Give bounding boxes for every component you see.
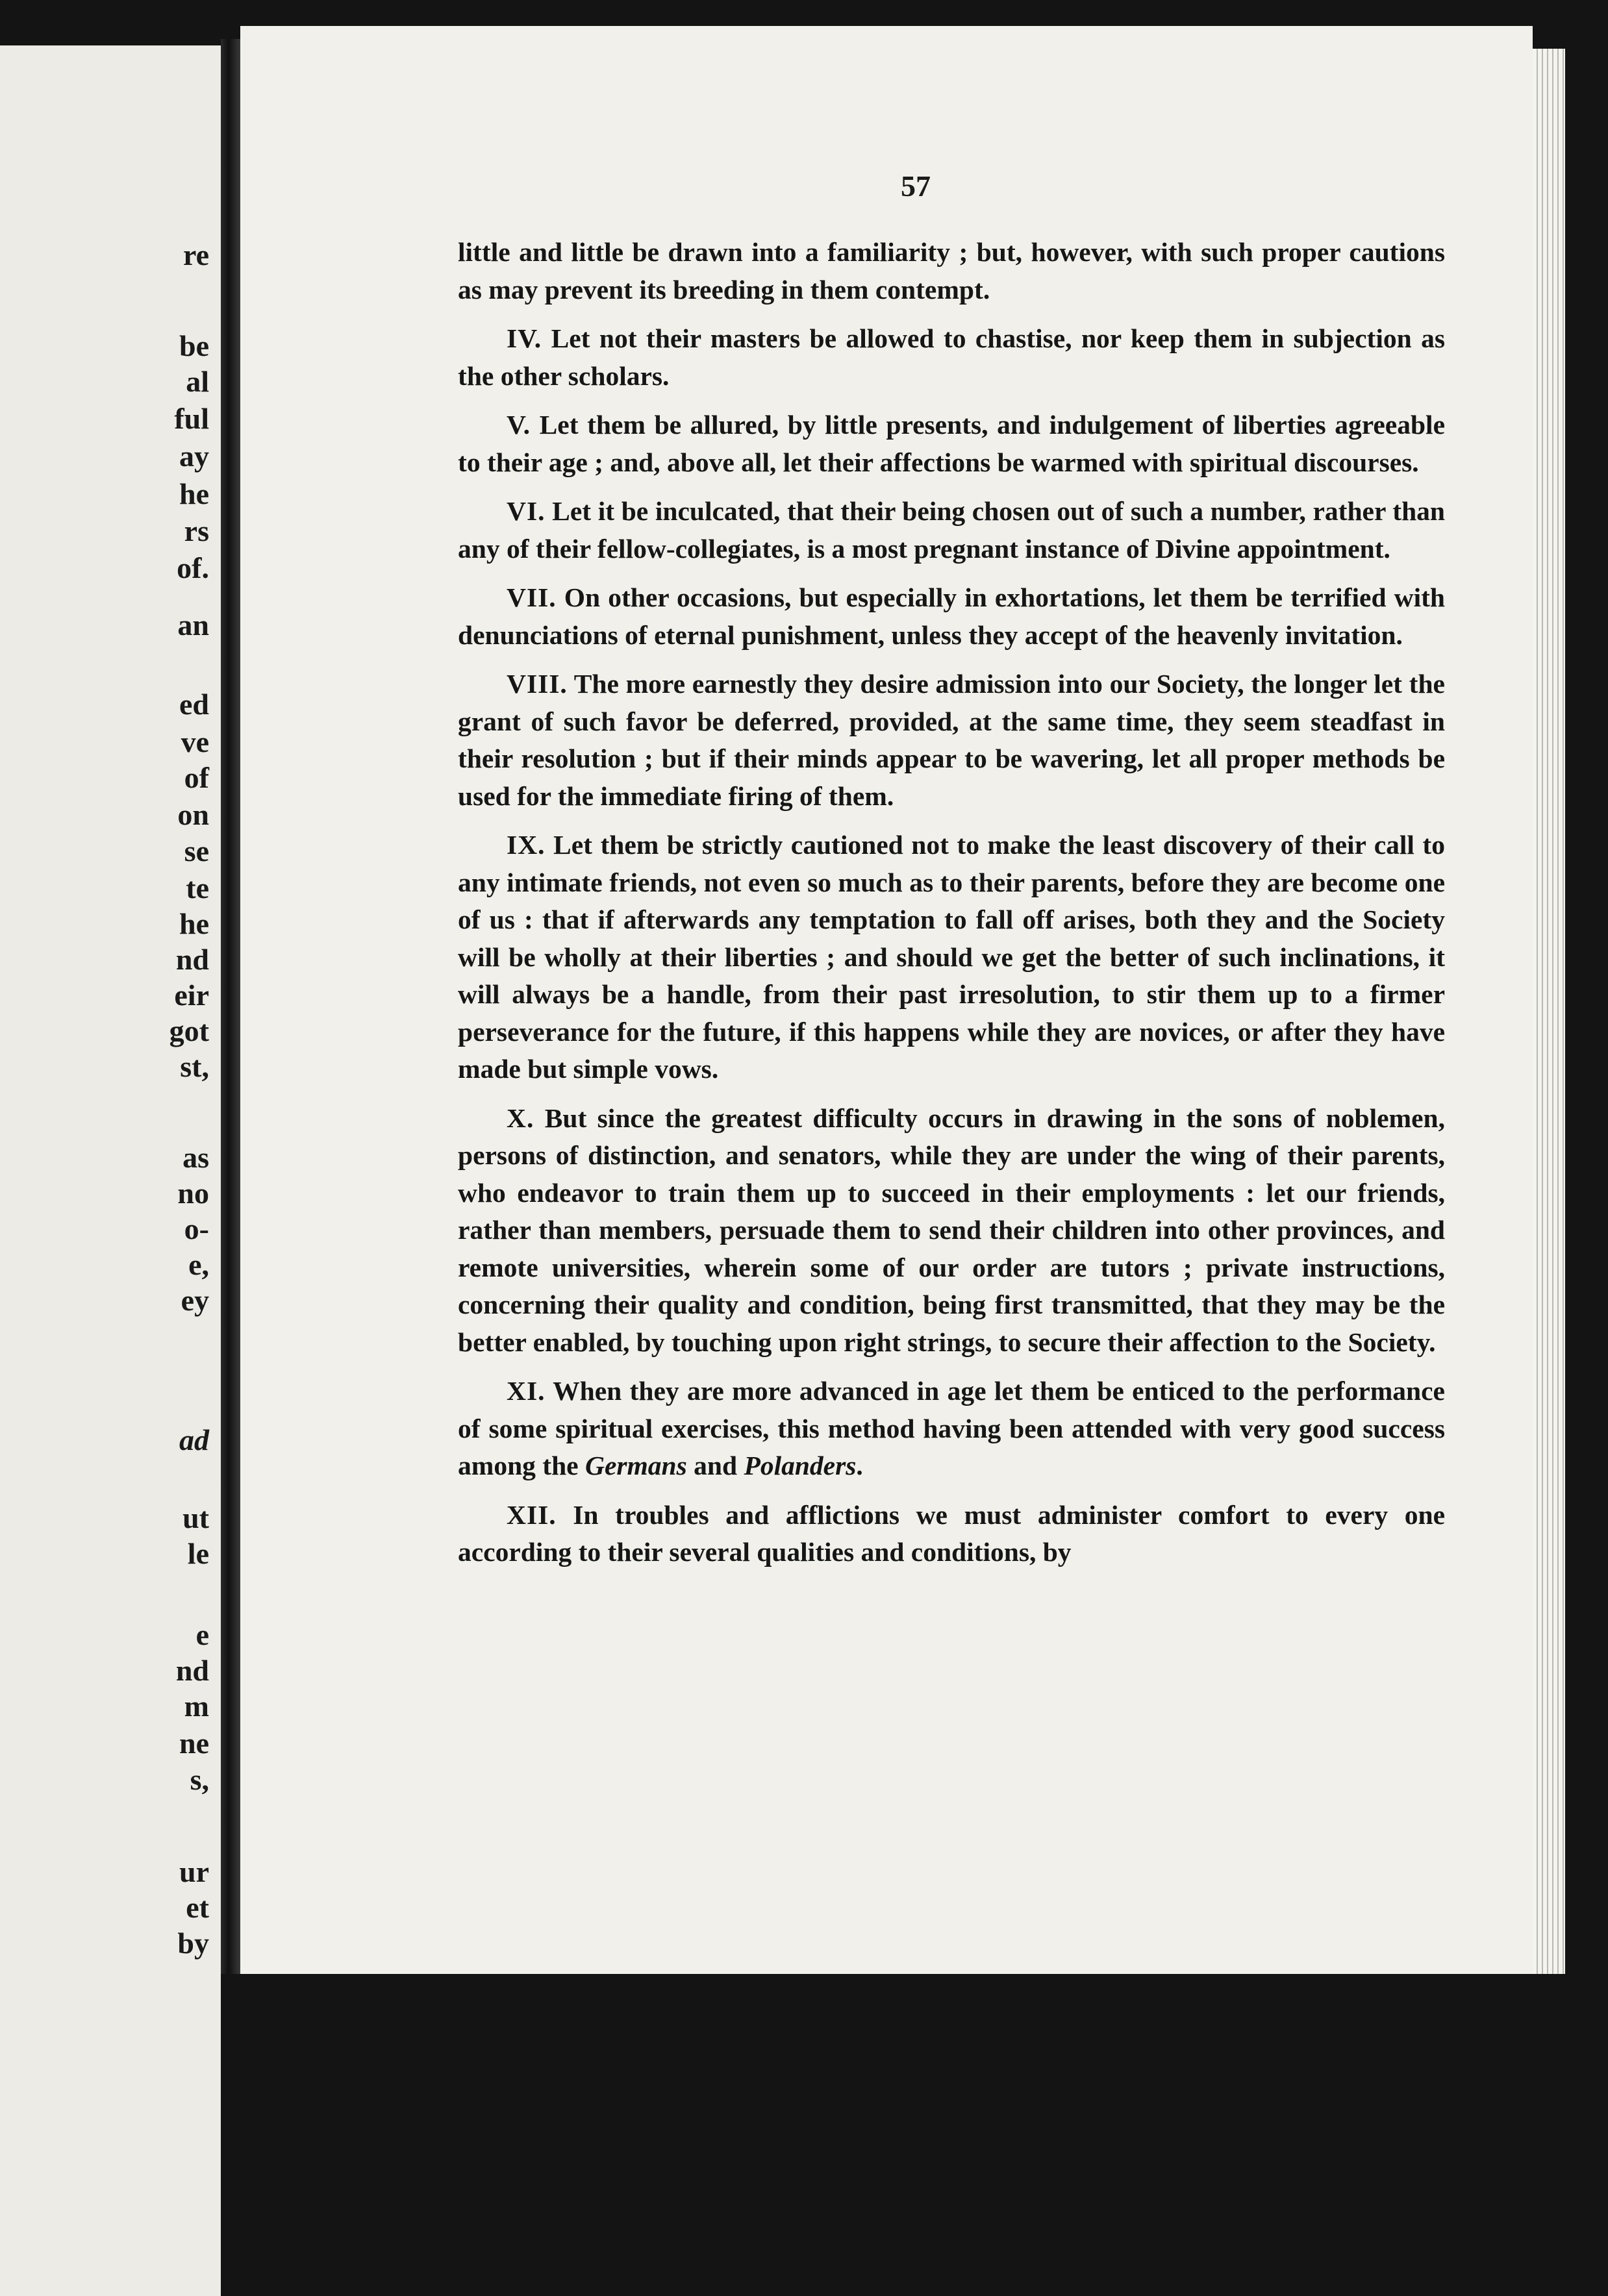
- paragraph-xii: [458, 1497, 1445, 1571]
- paragraph-continuation: [458, 234, 1445, 308]
- left-fragment: ey: [181, 1284, 209, 1317]
- paragraph-viii: [458, 666, 1445, 815]
- paragraph-numeral: X.: [507, 1103, 534, 1133]
- paragraph-numeral: VII.: [507, 582, 557, 612]
- paragraph-text: .: [856, 1451, 863, 1480]
- paragraph-numeral: V.: [507, 410, 531, 440]
- paragraph-text: and: [694, 1451, 738, 1480]
- left-fragment: le: [187, 1537, 209, 1570]
- paragraph-text: On other occasions, but especially in exhortations, let them be terrified with denunciations of eternal punishment, unless they accept of the heavenly invitation.: [458, 582, 1446, 650]
- left-fragment: by: [177, 1927, 209, 1960]
- left-fragment: got: [169, 1014, 209, 1047]
- left-fragment: te: [186, 871, 209, 905]
- scan-background: [221, 1974, 1608, 2296]
- left-fragment: et: [186, 1891, 209, 1924]
- left-fragment: he: [179, 907, 209, 940]
- left-fragment: be: [179, 329, 209, 362]
- left-fragment: st,: [180, 1050, 209, 1083]
- left-fragment: nd: [175, 943, 209, 976]
- paragraph-xi: [458, 1373, 1445, 1485]
- left-fragment: of: [184, 761, 209, 794]
- left-fragment: s,: [190, 1763, 209, 1796]
- italic-term: Germans: [584, 1451, 687, 1480]
- left-fragment: he: [179, 477, 209, 510]
- left-fragment: se: [184, 834, 209, 867]
- left-fragment: eir: [174, 979, 209, 1012]
- left-fragment: ad: [179, 1423, 209, 1456]
- page-number: 57: [901, 169, 931, 203]
- left-fragment: an: [177, 608, 209, 642]
- paragraph-numeral: XI.: [507, 1376, 546, 1406]
- page-stack-edges: [1533, 49, 1565, 1974]
- paragraph-ix: [458, 827, 1445, 1088]
- left-fragment: e: [195, 1618, 209, 1651]
- left-fragment: no: [177, 1177, 209, 1210]
- left-fragment: as: [182, 1141, 209, 1174]
- paragraph-v: [458, 406, 1445, 481]
- paragraph-text: But since the greatest difficulty occurs in drawing in the sons of noblemen, persons of distinction, and senators, while they are under the wing of their parents, who endeavor to train them up to succeed in their employments : let our friends, rather than members, persuade them to send their children into other provinces, and remote universities, wherein some of our order are tutors ; private instructions, concerning their quality and condition, being first transmitted, that they may be the better enabled, by touching upon right strings, to secure their affection to the Society.: [458, 1103, 1446, 1357]
- paragraph-text: Let them be strictly cautioned not to make the least discovery of their call to any intimate friends, not even so much as to their parents, before they are become one of us : that if afterwards any temptation to fall off arises, both they and the Society will be wholly at their liberties ; and should we get the better of such inclinations, it will always be a handle, from their past irresolution, to stir them up to a firmer perseverance for the future, if this happens while they are novices, or after they have made but simple vows.: [458, 830, 1445, 1084]
- left-fragment: on: [177, 798, 209, 831]
- paragraph-text: little and little be drawn into a familiarity ; but, however, with such proper cautions as may prevent its breeding in them contempt.: [458, 237, 1445, 305]
- left-fragment: of.: [177, 551, 209, 584]
- paragraph-x: [458, 1100, 1445, 1362]
- left-page-line-endings: [0, 45, 221, 2296]
- left-fragment: ur: [179, 1855, 209, 1888]
- paragraph-numeral: IV.: [507, 323, 542, 353]
- left-fragment: rs: [184, 514, 209, 547]
- paragraph-vii: [458, 579, 1445, 654]
- left-fragment: ay: [179, 440, 209, 473]
- paragraph-text: Let not their masters be allowed to chastise, nor keep them in subjection as the other scholars.: [458, 323, 1445, 391]
- paragraph-numeral: XII.: [507, 1499, 557, 1530]
- book-gutter: [221, 39, 240, 2296]
- left-fragment: ut: [182, 1501, 209, 1534]
- paragraph-text: Let it be inculcated, that their being chosen out of such a number, rather than any of their fellow-collegiates, is a most pregnant instance of Divine appointment.: [458, 496, 1445, 564]
- main-page: [240, 26, 1533, 1974]
- left-fragment: re: [182, 238, 209, 271]
- paragraph-text: Let them be allured, by little presents, and indulgement of liberties agreeable to their age ; and, above all, let their affections be warmed with spiritual discourses.: [458, 410, 1446, 477]
- paragraph-text: The more earnestly they desire admission into our Society, the longer let the grant of such favor be deferred, provided, at the same time, they seem steadfast in their resolution ; but if their minds appear to be wavering, let all proper methods be used for the immediate firing of them.: [458, 669, 1445, 811]
- page-body: [458, 234, 1445, 1583]
- paragraph-numeral: IX.: [507, 830, 546, 860]
- left-fragment: ful: [174, 402, 209, 435]
- left-facing-page: [0, 45, 221, 2296]
- left-fragment: ne: [179, 1727, 209, 1760]
- paragraph-text: When they are more advanced in age let them be enticed to the performance of some spiritual exercises, this method having been attended with very good success among the: [458, 1376, 1445, 1480]
- paragraph-iv: [458, 320, 1445, 395]
- paragraph-vi: [458, 493, 1445, 568]
- left-fragment: ve: [181, 725, 209, 758]
- left-fragment: o-: [184, 1212, 209, 1245]
- paragraph-numeral: VIII.: [507, 669, 568, 699]
- left-fragment: e,: [188, 1248, 209, 1281]
- paragraph-numeral: VI.: [507, 496, 546, 526]
- left-fragment: ed: [179, 688, 209, 721]
- italic-term: Polanders: [744, 1451, 857, 1480]
- left-fragment: nd: [175, 1654, 209, 1687]
- left-fragment: m: [184, 1690, 209, 1723]
- left-fragment: al: [186, 365, 209, 398]
- paragraph-text: In troubles and afflictions we must administer comfort to every one according to their several qualities and conditions, by: [458, 1499, 1445, 1567]
